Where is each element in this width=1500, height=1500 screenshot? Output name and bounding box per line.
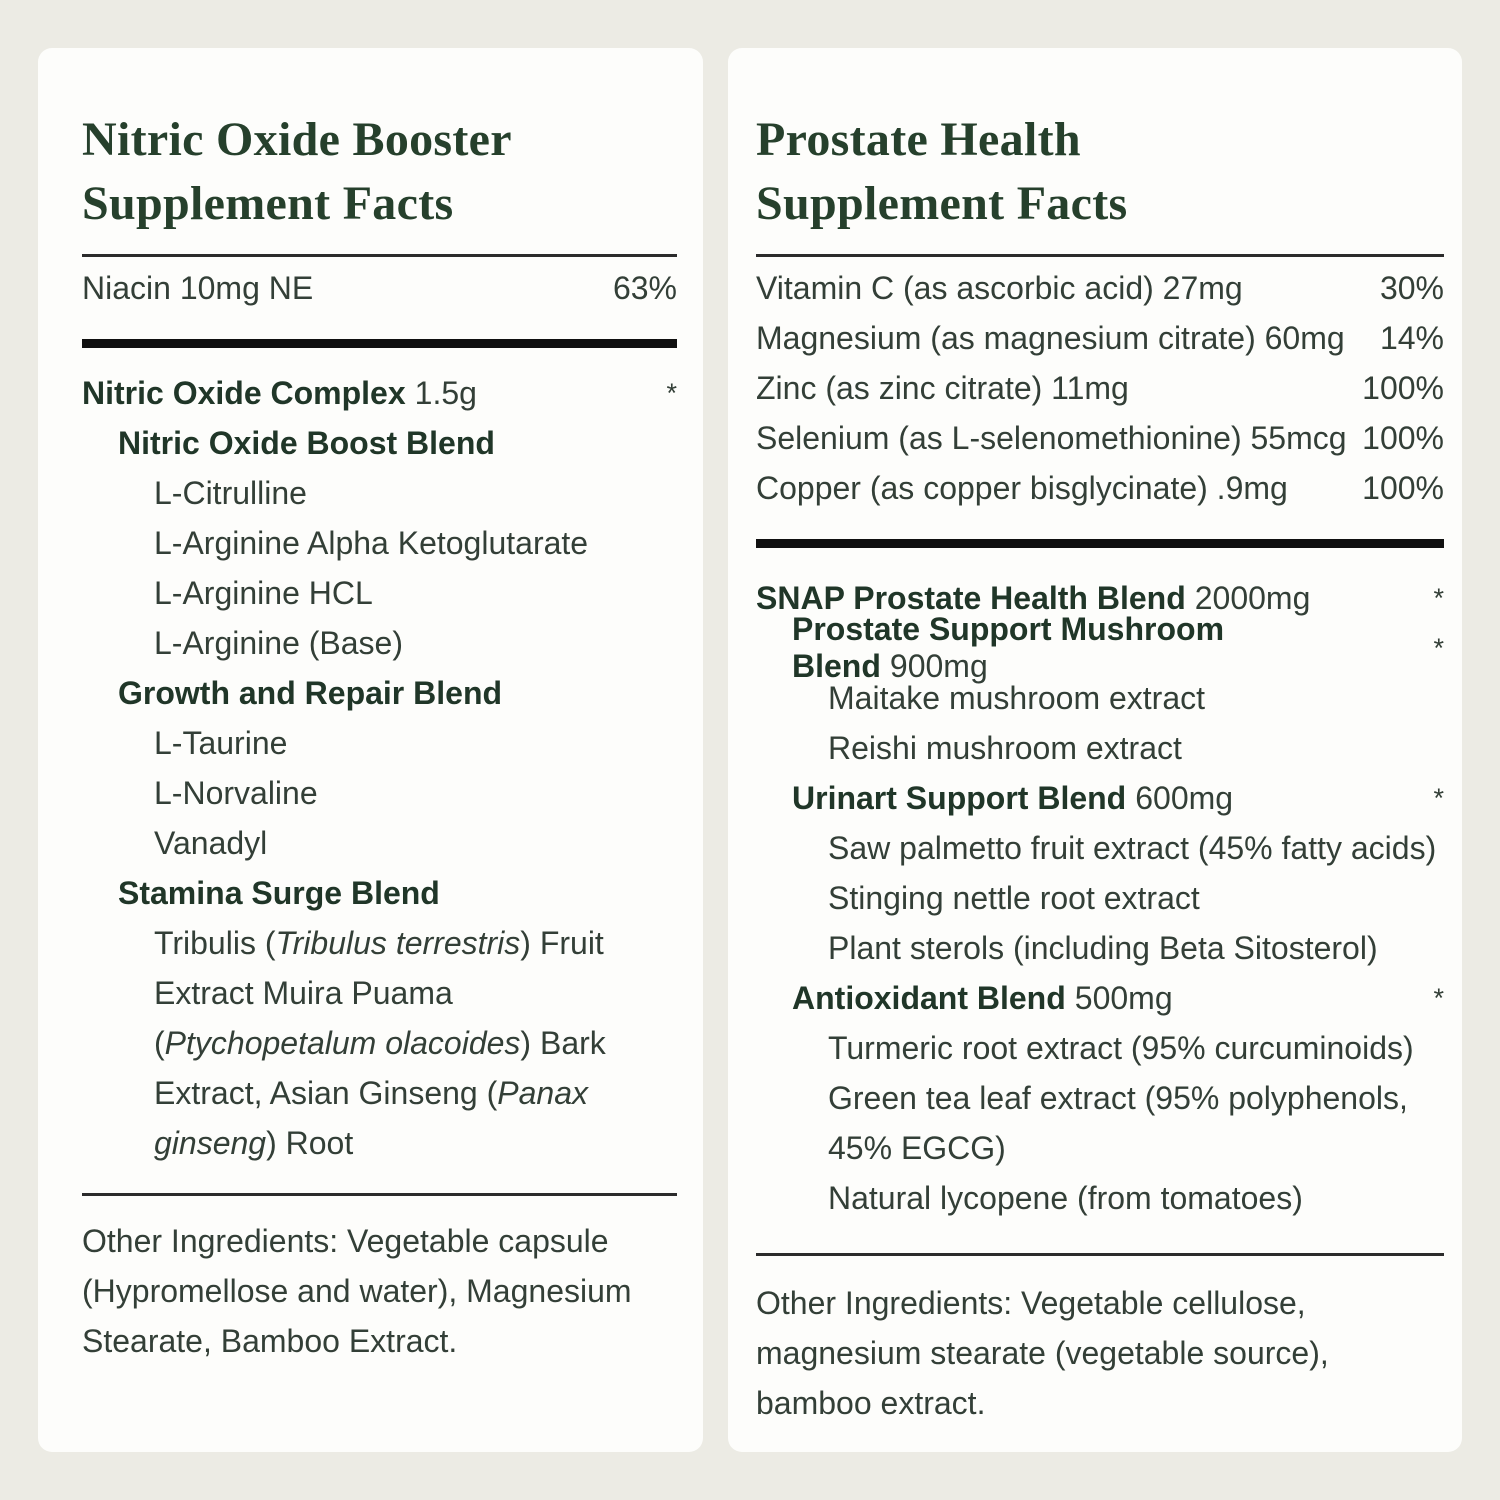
blend-header — [756, 773, 1444, 823]
blend-header-label: Stamina Surge Blend — [118, 874, 440, 911]
blend-name: SNAP Prostate Health Blend — [756, 579, 1186, 616]
ingredient-label: Reishi mushroom extract — [828, 729, 1182, 766]
ingredient-item — [756, 1073, 1444, 1123]
niacin-value: 63% — [612, 269, 677, 306]
ingredient-label: L-Taurine — [154, 724, 288, 761]
right-bottom-rule — [756, 1253, 1444, 1256]
blend-header — [82, 668, 677, 718]
ingredient-item — [82, 718, 677, 768]
blend-amount: 600mg — [1135, 779, 1234, 816]
blend-asterisk: * — [1433, 582, 1444, 613]
blend-label — [792, 611, 1425, 685]
ingredient-label: L-Arginine Alpha Ketoglutarate — [154, 524, 589, 561]
ingredient-item — [756, 1173, 1444, 1223]
blend-header — [756, 611, 1444, 684]
right-panel-title — [756, 108, 1444, 236]
left-ingredient-list — [82, 368, 677, 1168]
nutrient-label: Copper (as copper bisglycinate) .9mg — [756, 469, 1288, 506]
blend-amount: 2000mg — [1194, 579, 1311, 616]
nutrient-value: 100% — [1362, 469, 1444, 506]
ingredient-label: Turmeric root extract (95% curcuminoids) — [828, 1029, 1414, 1066]
complex-label — [82, 375, 658, 412]
blend-label — [792, 980, 1425, 1017]
ingredient-label: Green tea leaf extract (95% polyphenols, — [828, 1079, 1408, 1116]
blend-name: Antioxidant Blend — [792, 979, 1066, 1016]
ingredient-label: Natural lycopene (from tomatoes) — [828, 1179, 1303, 1216]
blend-label — [792, 780, 1425, 817]
nutrient-row — [756, 413, 1444, 463]
blend-header — [82, 418, 677, 468]
left-panel-title — [82, 108, 677, 236]
nutrient-value: 30% — [1379, 269, 1444, 306]
ingredient-item — [756, 1123, 1444, 1173]
blend-asterisk: * — [1433, 982, 1444, 1013]
ingredient-label: 45% EGCG) — [828, 1129, 1006, 1166]
right-thick-bar — [756, 539, 1444, 548]
stamina-line: Extract Muira Puama — [154, 974, 453, 1011]
ingredient-label: Stinging nettle root extract — [828, 879, 1200, 916]
blend-header — [756, 973, 1444, 1023]
complex-row — [82, 368, 677, 418]
nutrient-label: Magnesium (as magnesium citrate) 60mg — [756, 319, 1345, 356]
nutrient-value: 100% — [1362, 369, 1444, 406]
right-other-ingredients: Other Ingredients: Vegetable cellulose, magnesium stearate (vegetable source), bamboo extract. — [756, 1285, 1329, 1421]
nutrient-row — [756, 463, 1444, 513]
ingredient-item — [82, 568, 677, 618]
left-other-ingredients: Other Ingredients: Vegetable capsule (Hypromellose and water), Magnesium Stearate, Bamboo Extract. — [82, 1223, 632, 1359]
blend-header-label: Nitric Oxide Boost Blend — [118, 424, 495, 461]
ingredient-item — [82, 618, 677, 668]
ingredient-item — [756, 923, 1444, 973]
ingredient-label: L-Arginine HCL — [154, 574, 373, 611]
ingredient-item — [82, 768, 677, 818]
left-thick-bar — [82, 339, 677, 348]
stamina-line: Extract, Asian Ginseng ( Panax — [154, 1074, 588, 1111]
ingredient-label: Vanadyl — [154, 824, 268, 861]
nutrient-row — [756, 263, 1444, 313]
ingredient-item — [82, 468, 677, 518]
ingredient-item — [82, 818, 677, 868]
ingredient-item — [756, 723, 1444, 773]
ingredient-label: Plant sterols (including Beta Sitosterol) — [828, 929, 1378, 966]
blend-asterisk: * — [1433, 782, 1444, 813]
nutrient-label: Zinc (as zinc citrate) 11mg — [756, 369, 1129, 406]
right-title-line-1: Prostate Health — [756, 113, 1081, 166]
nutrient-label: Selenium (as L-selenomethionine) 55mcg — [756, 419, 1347, 456]
blend-name: Prostate Support Mushroom Blend — [792, 611, 1225, 684]
left-title-line-2: Supplement Facts — [82, 177, 454, 230]
complex-name: Nitric Oxide Complex — [82, 374, 406, 411]
niacin-row — [82, 263, 677, 313]
ingredient-label: L-Citrulline — [154, 474, 307, 511]
nutrient-value: 100% — [1362, 419, 1444, 456]
blend-asterisk: * — [1433, 632, 1444, 663]
blend-name: Urinart Support Blend — [792, 779, 1127, 816]
ingredient-label: L-Arginine (Base) — [154, 624, 403, 661]
left-title-rule — [82, 254, 677, 257]
complex-asterisk: * — [666, 377, 677, 408]
ingredient-label: Saw palmetto fruit extract (45% fatty acids) — [828, 829, 1437, 866]
prostate-health-facts-panel — [728, 48, 1462, 1452]
left-title-line-1: Nitric Oxide Booster — [82, 113, 512, 166]
blend-header — [82, 868, 677, 918]
nutrient-row — [756, 363, 1444, 413]
right-blend-list — [756, 573, 1444, 1223]
nutrient-row — [756, 313, 1444, 363]
niacin-label: Niacin 10mg NE — [82, 269, 314, 306]
blend-amount: 900mg — [889, 648, 988, 684]
ingredient-label: Maitake mushroom extract — [828, 679, 1206, 716]
right-title-rule — [756, 254, 1444, 257]
ingredient-item — [756, 823, 1444, 873]
ingredient-item — [756, 873, 1444, 923]
left-bottom-rule — [82, 1193, 677, 1196]
right-title-line-2: Supplement Facts — [756, 177, 1128, 230]
ingredient-item — [82, 518, 677, 568]
nutrient-label: Vitamin C (as ascorbic acid) 27mg — [756, 269, 1243, 306]
ingredient-label: L-Norvaline — [154, 774, 318, 811]
complex-amount: 1.5g — [414, 374, 477, 411]
nutrient-value: 14% — [1379, 319, 1444, 356]
blend-amount: 500mg — [1074, 979, 1173, 1016]
stamina-line: ( Ptychopetalum olacoides ) Bark — [154, 1024, 606, 1061]
stamina-line: ginseng ) Root — [154, 1124, 354, 1161]
stamina-line: Tribulis ( Tribulus terrestris ) Fruit — [154, 924, 604, 961]
nitric-oxide-facts-panel — [38, 48, 703, 1452]
ingredient-item — [756, 1023, 1444, 1073]
blend-header-label: Growth and Repair Blend — [118, 674, 503, 711]
